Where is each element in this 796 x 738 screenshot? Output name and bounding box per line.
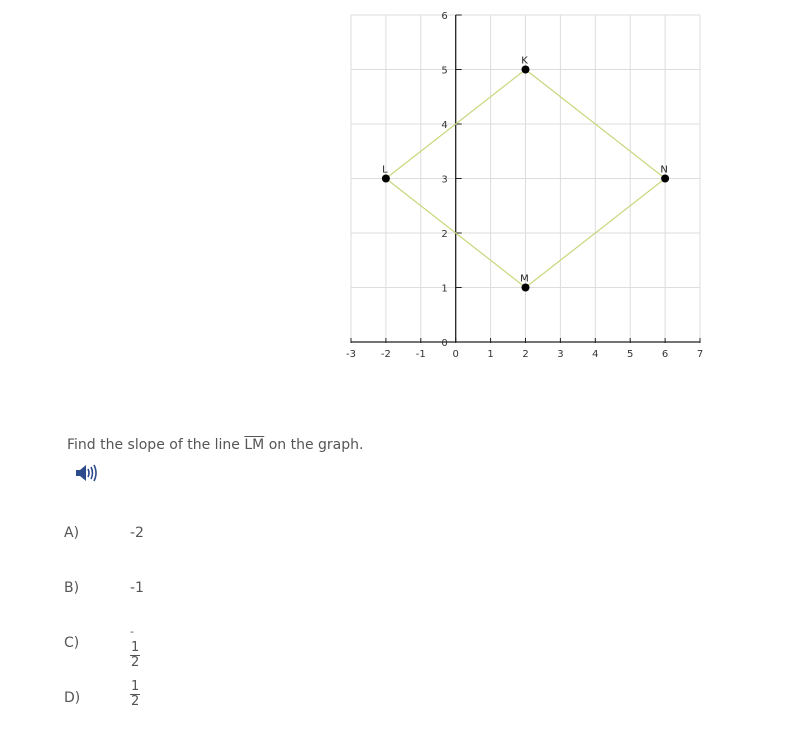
svg-text:N: N	[660, 164, 668, 176]
svg-text:5: 5	[627, 349, 634, 360]
choice-letter: B)	[64, 580, 80, 596]
svg-text:5: 5	[441, 65, 448, 77]
fraction	[130, 680, 140, 709]
denominator: 2	[131, 655, 140, 670]
svg-text:4: 4	[592, 349, 599, 360]
svg-text:1: 1	[487, 349, 494, 360]
svg-text:2: 2	[441, 229, 448, 240]
svg-text:0: 0	[452, 349, 459, 360]
svg-text:M: M	[520, 273, 529, 285]
question-text	[67, 437, 363, 453]
svg-text:0: 0	[441, 338, 448, 349]
choice-letter: C)	[64, 635, 80, 651]
svg-text:7: 7	[696, 349, 704, 360]
choice-value: -2	[130, 525, 144, 541]
svg-text:3: 3	[441, 174, 448, 186]
fraction	[130, 641, 140, 670]
svg-text:-2: -2	[380, 349, 391, 360]
choice-value: -1	[130, 580, 144, 596]
svg-text:2: 2	[522, 349, 529, 360]
svg-text:4: 4	[441, 120, 448, 131]
svg-text:L: L	[382, 164, 388, 176]
svg-text:6: 6	[441, 11, 448, 22]
numerator: 1	[131, 679, 140, 694]
choice-letter: D)	[64, 690, 81, 706]
choice-letter: A)	[64, 525, 80, 541]
choice-value	[130, 680, 140, 709]
svg-text:3: 3	[557, 349, 564, 360]
svg-text:1: 1	[441, 283, 448, 295]
svg-text:6: 6	[661, 349, 669, 360]
segment-lm: $\overline{LM}$	[244, 437, 265, 453]
question-suffix: on the graph.	[264, 437, 364, 453]
svg-text:-1: -1	[415, 349, 426, 360]
svg-text:K: K	[521, 55, 528, 67]
svg-text:-3: -3	[346, 349, 356, 360]
numerator: 1	[131, 640, 140, 655]
negative-sign: -	[130, 625, 134, 638]
question-prefix: Find the slope of the line	[67, 437, 245, 453]
choice-value	[130, 625, 140, 670]
denominator: 2	[131, 694, 140, 709]
speaker-icon[interactable]	[74, 462, 98, 484]
